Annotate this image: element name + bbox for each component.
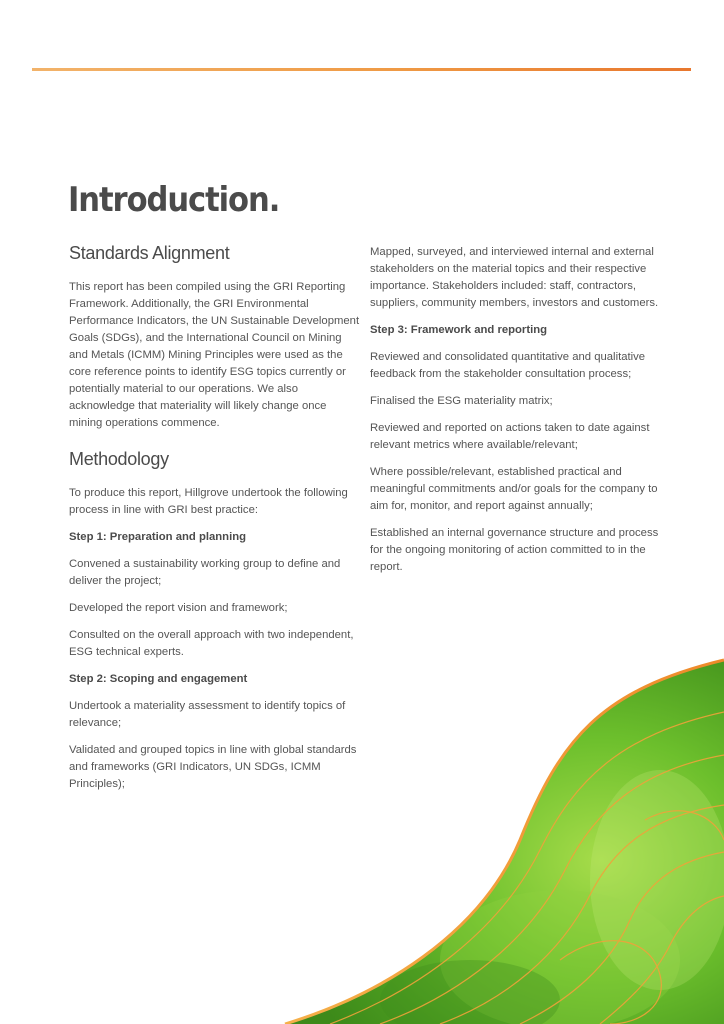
methodology-heading: Methodology [69,449,169,469]
step-1-item: Developed the report vision and framework; [69,602,288,614]
step-1-heading: Step 1: Preparation and planning [69,531,247,543]
standards-alignment-heading: Standards Alignment [69,243,230,263]
step-2-item: Undertook a materiality assessment to identify topics of relevance; [69,700,346,729]
step-3-item: Finalised the ESG materiality matrix; [370,395,553,407]
page-title: Introduction. [68,180,280,220]
step-2-continued-item: Mapped, surveyed, and interviewed internal and external stakeholders on the material topics and their respective importance. Stakeholders included: staff, contractors, suppliers, community members, investors and customers. [370,246,659,309]
standards-alignment-paragraph: This report has been compiled using the GRI Reporting Framework. Additionally, the GRI Environmental Performance Indicators, the UN Sustainable Development Goals (SDGs), and the International Council on Mining and Metals (ICMM) Mining Principles were used as the core reference points to identify ESG topics currently or potentially material to our operations. We also acknowledge that materiality will likely change once mining operations commence. [69,281,360,429]
step-3-item: Reviewed and reported on actions taken to date against relevant metrics where available/relevant; [370,422,650,451]
step-2-item: Validated and grouped topics in line with global standards and frameworks (GRI Indicators, UN SDGs, ICMM Principles); [69,744,357,790]
step-3-item: Where possible/relevant, established practical and meaningful commitments and/or goals for the company to aim for, monitor, and report against annually; [370,466,658,512]
step-3-item: Reviewed and consolidated quantitative and qualitative feedback from the stakeholder consultation process; [370,351,646,380]
step-1-item: Convened a sustainability working group to define and deliver the project; [69,558,341,587]
step-3-heading: Step 3: Framework and reporting [370,324,548,336]
step-3-item: Established an internal governance structure and process for the ongoing monitoring of action committed to in the report. [370,527,659,573]
step-1-item: Consulted on the overall approach with two independent, ESG technical experts. [69,629,354,658]
step-2-heading: Step 2: Scoping and engagement [69,673,248,685]
methodology-intro: To produce this report, Hillgrove undertook the following process in line with GRI best practice: [69,487,348,516]
